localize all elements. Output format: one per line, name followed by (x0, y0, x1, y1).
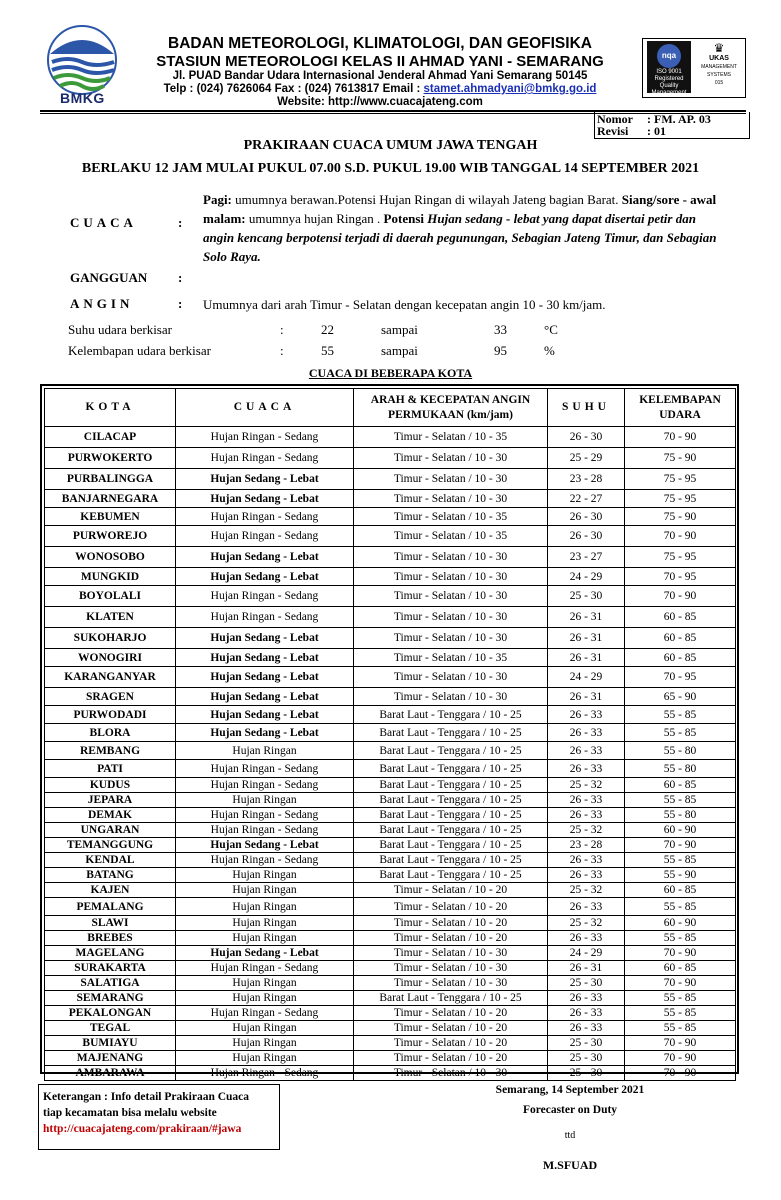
cell-humidity: 70 - 90 (625, 946, 736, 961)
cell-city: MUNGKID (45, 568, 176, 586)
nqa-iso-badge (647, 41, 691, 96)
cell-weather: Hujan Sedang - Lebat (176, 490, 354, 508)
ukas-sub-label: MANAGEMENT SYSTEMS (701, 64, 737, 78)
note-box (38, 1084, 280, 1150)
cell-wind: Timur - Selatan / 10 - 35 (354, 508, 548, 526)
cell-temp: 25 - 32 (548, 823, 625, 838)
temp-min: 22 (321, 322, 334, 337)
station-name: STASIUN METEOROLOGI KELAS II AHMAD YANI - SEMARANG (156, 53, 604, 70)
cell-city: PURWOREJO (45, 526, 176, 547)
cell-wind: Timur - Selatan / 10 - 20 (354, 916, 548, 931)
cell-wind: Timur - Selatan / 10 - 30 (354, 547, 548, 568)
cell-temp: 26 - 31 (548, 688, 625, 706)
cell-weather: Hujan Ringan (176, 1036, 354, 1051)
pagi-text: umumnya berawan.Potensi Hujan Ringan di wilayah Jateng bagian Barat. (231, 192, 622, 207)
cell-city: MAJENANG (45, 1051, 176, 1066)
nomor-value: : FM. AP. 03 (647, 112, 711, 126)
table-row (45, 547, 736, 568)
cell-temp: 26 - 33 (548, 898, 625, 916)
table-row (45, 448, 736, 469)
cell-weather: Hujan Ringan (176, 1051, 354, 1066)
table-row (45, 1021, 736, 1036)
cell-humidity: 70 - 90 (625, 838, 736, 853)
table-row (45, 946, 736, 961)
registered-label: Registered (654, 76, 684, 82)
cell-humidity: 55 - 85 (625, 853, 736, 868)
hum-max: 95 (494, 343, 507, 358)
cell-weather: Hujan Sedang - Lebat (176, 547, 354, 568)
cell-temp: 26 - 33 (548, 1021, 625, 1036)
cell-temp: 26 - 30 (548, 427, 625, 448)
cell-wind: Timur - Selatan / 10 - 30 (354, 976, 548, 991)
cell-temp: 24 - 29 (548, 667, 625, 688)
cell-wind: Barat Laut - Tenggara / 10 - 25 (354, 724, 548, 742)
cell-city: WONOGIRI (45, 649, 176, 667)
cell-temp: 26 - 33 (548, 991, 625, 1006)
cell-wind: Timur - Selatan / 10 - 20 (354, 1021, 548, 1036)
cell-weather: Hujan Sedang - Lebat (176, 838, 354, 853)
cell-temp: 26 - 30 (548, 526, 625, 547)
cell-weather: Hujan Ringan - Sedang (176, 853, 354, 868)
cell-wind: Timur - Selatan / 10 - 20 (354, 1036, 548, 1051)
cell-city: KEBUMEN (45, 508, 176, 526)
cell-humidity: 55 - 85 (625, 793, 736, 808)
cell-weather: Hujan Ringan - Sedang (176, 526, 354, 547)
cell-temp: 22 - 27 (548, 490, 625, 508)
cell-weather: Hujan Ringan - Sedang (176, 1006, 354, 1021)
cell-humidity: 60 - 90 (625, 823, 736, 838)
cell-humidity: 60 - 85 (625, 649, 736, 667)
table-row (45, 607, 736, 628)
cell-wind: Barat Laut - Tenggara / 10 - 25 (354, 742, 548, 760)
cell-wind: Timur - Selatan / 10 - 20 (354, 1006, 548, 1021)
col-header-kota: KOTA (45, 389, 176, 427)
cell-wind: Barat Laut - Tenggara / 10 - 25 (354, 838, 548, 853)
sign-role: Forecaster on Duty (522, 1104, 618, 1116)
cell-temp: 26 - 33 (548, 742, 625, 760)
cell-temp: 26 - 33 (548, 793, 625, 808)
city-forecast-table (44, 388, 736, 1081)
cell-temp: 23 - 27 (548, 547, 625, 568)
cell-wind: Timur - Selatan / 10 - 30 (354, 1066, 548, 1081)
cell-humidity: 55 - 90 (625, 868, 736, 883)
cell-weather: Hujan Sedang - Lebat (176, 667, 354, 688)
cell-humidity: 60 - 85 (625, 628, 736, 649)
cell-wind: Timur - Selatan / 10 - 30 (354, 490, 548, 508)
cell-weather: Hujan Sedang - Lebat (176, 649, 354, 667)
cell-weather: Hujan Sedang - Lebat (176, 628, 354, 649)
table-row (45, 868, 736, 883)
quality-management-label: Quality Management (651, 83, 687, 96)
cell-humidity: 60 - 85 (625, 883, 736, 898)
sign-place-date: Semarang, 14 September 2021 (495, 1084, 645, 1096)
hum-colon: : (280, 343, 284, 358)
col-header-suhu: SUHU (548, 389, 625, 427)
cell-weather: Hujan Ringan (176, 883, 354, 898)
cell-weather: Hujan Ringan (176, 742, 354, 760)
contact-phone-fax: Telp : (024) 7626064 Fax : (024) 7613817 Email : (163, 83, 424, 95)
cell-temp: 26 - 33 (548, 868, 625, 883)
cell-humidity: 55 - 85 (625, 1006, 736, 1021)
cell-weather: Hujan Ringan - Sedang (176, 808, 354, 823)
cell-temp: 26 - 33 (548, 808, 625, 823)
table-row (45, 898, 736, 916)
cell-weather: Hujan Sedang - Lebat (176, 706, 354, 724)
table-row (45, 991, 736, 1006)
table-row (45, 628, 736, 649)
revisi-label: Revisi (597, 124, 629, 138)
ukas-number: 015 (714, 80, 724, 86)
table-row (45, 838, 736, 853)
cell-city: BOYOLALI (45, 586, 176, 607)
cell-humidity: 60 - 85 (625, 778, 736, 793)
table-row (45, 649, 736, 667)
col-header-cuaca: CUACA (176, 389, 354, 427)
cell-humidity: 55 - 80 (625, 808, 736, 823)
cell-wind: Barat Laut - Tenggara / 10 - 25 (354, 760, 548, 778)
cell-temp: 26 - 33 (548, 931, 625, 946)
cell-wind: Barat Laut - Tenggara / 10 - 25 (354, 853, 548, 868)
cell-humidity: 70 - 90 (625, 1066, 736, 1081)
cell-wind: Barat Laut - Tenggara / 10 - 25 (354, 793, 548, 808)
cell-weather: Hujan Sedang - Lebat (176, 469, 354, 490)
table-row (45, 469, 736, 490)
cell-humidity: 70 - 90 (625, 586, 736, 607)
cell-wind: Barat Laut - Tenggara / 10 - 25 (354, 991, 548, 1006)
cell-wind: Timur - Selatan / 10 - 30 (354, 688, 548, 706)
table-row (45, 916, 736, 931)
table-row (45, 667, 736, 688)
potensi-label: Potensi (383, 211, 424, 226)
crown-icon: ♛ (713, 41, 725, 55)
siang-label: Siang/sore - awal malam: (203, 192, 717, 226)
cell-city: CILACAP (45, 427, 176, 448)
cell-city: WONOSOBO (45, 547, 176, 568)
table-row (45, 724, 736, 742)
cell-humidity: 55 - 85 (625, 931, 736, 946)
gangguan-colon: : (178, 270, 183, 285)
cell-city: AMBARAWA (45, 1066, 176, 1081)
cell-city: PURWODADI (45, 706, 176, 724)
cell-temp: 23 - 28 (548, 469, 625, 490)
cell-weather: Hujan Ringan (176, 976, 354, 991)
cuaca-description (203, 190, 718, 266)
cell-temp: 26 - 33 (548, 760, 625, 778)
cell-humidity: 70 - 90 (625, 1036, 736, 1051)
cell-humidity: 75 - 95 (625, 547, 736, 568)
table-heading: CUACA DI BEBERAPA KOTA (308, 366, 473, 380)
cell-wind: Timur - Selatan / 10 - 35 (354, 427, 548, 448)
cell-humidity: 55 - 85 (625, 991, 736, 1006)
cell-temp: 26 - 31 (548, 961, 625, 976)
cell-weather: Hujan Ringan (176, 916, 354, 931)
cell-city: PATI (45, 760, 176, 778)
cell-weather: Hujan Ringan (176, 868, 354, 883)
cell-city: SURAKARTA (45, 961, 176, 976)
cell-wind: Barat Laut - Tenggara / 10 - 25 (354, 778, 548, 793)
cell-temp: 25 - 30 (548, 586, 625, 607)
cell-wind: Timur - Selatan / 10 - 30 (354, 469, 548, 490)
table-row (45, 1066, 736, 1081)
cell-wind: Timur - Selatan / 10 - 20 (354, 931, 548, 946)
cell-humidity: 70 - 95 (625, 568, 736, 586)
cell-weather: Hujan Ringan - Sedang (176, 586, 354, 607)
cell-weather: Hujan Ringan (176, 793, 354, 808)
cell-city: SEMARANG (45, 991, 176, 1006)
cell-humidity: 65 - 90 (625, 688, 736, 706)
cell-city: MAGELANG (45, 946, 176, 961)
cell-humidity: 55 - 85 (625, 898, 736, 916)
cell-wind: Timur - Selatan / 10 - 30 (354, 628, 548, 649)
cell-humidity: 55 - 85 (625, 724, 736, 742)
cell-temp: 25 - 30 (548, 1066, 625, 1081)
hum-unit: % (544, 343, 555, 358)
cell-humidity: 70 - 90 (625, 526, 736, 547)
cell-weather: Hujan Sedang - Lebat (176, 946, 354, 961)
cell-city: PEMALANG (45, 898, 176, 916)
cell-city: KUDUS (45, 778, 176, 793)
website-line[interactable]: Website: http://www.cuacajateng.com (277, 96, 483, 108)
cuaca-colon: : (178, 215, 183, 230)
table-header-row (45, 389, 736, 427)
cell-humidity: 60 - 90 (625, 916, 736, 931)
cell-weather: Hujan Ringan - Sedang (176, 427, 354, 448)
table-row (45, 808, 736, 823)
cell-city: BUMIAYU (45, 1036, 176, 1051)
nomor-label: Nomor (597, 112, 633, 126)
table-row (45, 508, 736, 526)
temp-max: 33 (494, 322, 507, 337)
cell-humidity: 70 - 90 (625, 427, 736, 448)
note-url-link[interactable]: http://cuacajateng.com/prakiraan/#jawa (43, 1123, 242, 1135)
cell-temp: 25 - 30 (548, 976, 625, 991)
table-row (45, 742, 736, 760)
temp-colon: : (280, 322, 284, 337)
table-row (45, 526, 736, 547)
table-row (45, 568, 736, 586)
cell-temp: 26 - 31 (548, 607, 625, 628)
cell-humidity: 75 - 95 (625, 490, 736, 508)
cell-city: SALATIGA (45, 976, 176, 991)
table-row (45, 490, 736, 508)
cell-wind: Timur - Selatan / 10 - 30 (354, 961, 548, 976)
nqa-logo: nqa (657, 44, 681, 68)
cell-weather: Hujan Ringan - Sedang (176, 448, 354, 469)
cell-city: SRAGEN (45, 688, 176, 706)
temp-unit: °C (544, 322, 558, 337)
col-header-kelembapan: KELEMBAPAN UDARA (625, 389, 736, 427)
cell-weather: Hujan Ringan - Sedang (176, 508, 354, 526)
cell-temp: 26 - 31 (548, 649, 625, 667)
pagi-label: Pagi: (203, 192, 232, 207)
cell-wind: Timur - Selatan / 10 - 30 (354, 607, 548, 628)
cell-temp: 24 - 29 (548, 946, 625, 961)
note-line-2: tiap kecamatan bisa melalu website (43, 1107, 217, 1119)
angin-label: ANGIN (70, 296, 134, 311)
cell-humidity: 60 - 85 (625, 607, 736, 628)
cell-temp: 26 - 33 (548, 706, 625, 724)
table-row (45, 586, 736, 607)
cell-temp: 23 - 28 (548, 838, 625, 853)
cell-city: KLATEN (45, 607, 176, 628)
table-row (45, 853, 736, 868)
document-title: PRAKIRAAN CUACA UMUM JAWA TENGAH (243, 138, 538, 153)
angin-description: Umumnya dari arah Timur - Selatan dengan kecepatan angin 10 - 30 km/jam. (203, 297, 606, 312)
cell-humidity: 70 - 95 (625, 667, 736, 688)
cell-humidity: 70 - 90 (625, 976, 736, 991)
cell-city: PEKALONGAN (45, 1006, 176, 1021)
cell-temp: 25 - 32 (548, 883, 625, 898)
address: Jl. PUAD Bandar Udara Internasional Jenderal Ahmad Yani Semarang 50145 (172, 70, 588, 82)
cell-weather: Hujan Ringan (176, 991, 354, 1006)
document-subtitle: BERLAKU 12 JAM MULAI PUKUL 07.00 S.D. PUKUL 19.00 WIB TANGGAL 14 SEPTEMBER 2021 (81, 161, 700, 176)
cell-city: TEMANGGUNG (45, 838, 176, 853)
cell-weather: Hujan Ringan (176, 931, 354, 946)
cell-city: BREBES (45, 931, 176, 946)
revisi-value: : 01 (647, 124, 666, 138)
table-row (45, 931, 736, 946)
cell-city: DEMAK (45, 808, 176, 823)
cell-city: JEPARA (45, 793, 176, 808)
agency-name: BADAN METEOROLOGI, KLIMATOLOGI, DAN GEOFISIKA (168, 35, 592, 52)
cell-wind: Barat Laut - Tenggara / 10 - 25 (354, 868, 548, 883)
cell-temp: 25 - 30 (548, 1051, 625, 1066)
table-row (45, 778, 736, 793)
cell-weather: Hujan Ringan (176, 1021, 354, 1036)
table-row (45, 823, 736, 838)
table-row (45, 976, 736, 991)
siang-text: umumnya hujan Ringan . (245, 211, 384, 226)
cell-temp: 25 - 29 (548, 448, 625, 469)
cell-weather: Hujan Ringan - Sedang (176, 778, 354, 793)
cell-wind: Barat Laut - Tenggara / 10 - 25 (354, 823, 548, 838)
col-header-angin: ARAH & KECEPATAN ANGIN PERMUKAAN (km/jam) (354, 389, 548, 427)
cell-city: KARANGANYAR (45, 667, 176, 688)
iso-label: ISO 9001 (656, 69, 682, 75)
cell-wind: Timur - Selatan / 10 - 20 (354, 898, 548, 916)
cell-wind: Timur - Selatan / 10 - 35 (354, 649, 548, 667)
cell-city: TEGAL (45, 1021, 176, 1036)
hum-sep: sampai (381, 343, 418, 358)
cell-weather: Hujan Ringan - Sedang (176, 961, 354, 976)
sign-name: M.SFUAD (542, 1158, 598, 1172)
bmkg-logo-text: BMKG (60, 90, 105, 106)
cell-wind: Timur - Selatan / 10 - 30 (354, 568, 548, 586)
cell-wind: Timur - Selatan / 10 - 30 (354, 448, 548, 469)
ukas-badge (697, 41, 741, 93)
email-link[interactable]: stamet.ahmadyani@bmkg.go.id (423, 83, 597, 95)
cell-wind: Timur - Selatan / 10 - 30 (354, 586, 548, 607)
hum-min: 55 (321, 343, 334, 358)
cell-weather: Hujan Ringan - Sedang (176, 760, 354, 778)
cell-weather: Hujan Ringan - Sedang (176, 607, 354, 628)
table-row (45, 688, 736, 706)
temp-sep: sampai (381, 322, 418, 337)
cell-city: PURBALINGGA (45, 469, 176, 490)
cell-temp: 26 - 33 (548, 853, 625, 868)
table-row (45, 1006, 736, 1021)
cell-weather: Hujan Ringan (176, 898, 354, 916)
hum-label: Kelembapan udara berkisar (68, 343, 211, 358)
table-row (45, 1036, 736, 1051)
table-row (45, 961, 736, 976)
cell-temp: 26 - 33 (548, 1006, 625, 1021)
cell-temp: 25 - 30 (548, 1036, 625, 1051)
table-row (45, 760, 736, 778)
cell-temp: 26 - 31 (548, 628, 625, 649)
certification-logos (642, 38, 746, 98)
cell-wind: Timur - Selatan / 10 - 30 (354, 667, 548, 688)
document-meta (594, 112, 750, 139)
cell-humidity: 70 - 90 (625, 1051, 736, 1066)
cell-wind: Timur - Selatan / 10 - 35 (354, 526, 548, 547)
cell-temp: 26 - 33 (548, 724, 625, 742)
cell-humidity: 60 - 85 (625, 961, 736, 976)
cell-city: REMBANG (45, 742, 176, 760)
table-row (45, 793, 736, 808)
ukas-label: UKAS (709, 55, 729, 62)
cell-weather: Hujan Sedang - Lebat (176, 568, 354, 586)
table-row (45, 1051, 736, 1066)
cell-humidity: 55 - 80 (625, 742, 736, 760)
gangguan-label: GANGGUAN (70, 270, 148, 285)
cell-weather: Hujan Ringan - Sedang (176, 1066, 354, 1081)
temp-label: Suhu udara berkisar (68, 322, 172, 337)
cell-city: SUKOHARJO (45, 628, 176, 649)
cell-city: KENDAL (45, 853, 176, 868)
cell-city: BATANG (45, 868, 176, 883)
cell-weather: Hujan Sedang - Lebat (176, 688, 354, 706)
cell-humidity: 55 - 85 (625, 706, 736, 724)
angin-colon: : (178, 296, 183, 311)
cell-city: BANJARNEGARA (45, 490, 176, 508)
contact-line (130, 83, 630, 95)
cell-wind: Timur - Selatan / 10 - 30 (354, 946, 548, 961)
cell-temp: 24 - 29 (548, 568, 625, 586)
cell-temp: 26 - 30 (548, 508, 625, 526)
cell-wind: Timur - Selatan / 10 - 20 (354, 1051, 548, 1066)
table-row (45, 427, 736, 448)
cell-weather: Hujan Sedang - Lebat (176, 724, 354, 742)
cell-humidity: 75 - 90 (625, 448, 736, 469)
cell-weather: Hujan Ringan - Sedang (176, 823, 354, 838)
cell-humidity: 75 - 95 (625, 469, 736, 490)
sign-ttd: ttd (564, 1130, 576, 1141)
table-row (45, 883, 736, 898)
cell-wind: Barat Laut - Tenggara / 10 - 25 (354, 808, 548, 823)
cell-wind: Timur - Selatan / 10 - 20 (354, 883, 548, 898)
cell-city: PURWOKERTO (45, 448, 176, 469)
cuaca-label: CUACA (70, 215, 137, 230)
cell-temp: 25 - 32 (548, 778, 625, 793)
cell-temp: 25 - 32 (548, 916, 625, 931)
cell-city: UNGARAN (45, 823, 176, 838)
table-row (45, 706, 736, 724)
potensi-text: Hujan sedang - lebat yang dapat disertai petir dan angin kencang berpotensi terjadi di daerah pegunungan, Sebagian Jateng Timur, dan Sebagian Solo Raya. (203, 211, 717, 264)
cell-humidity: 55 - 85 (625, 1021, 736, 1036)
cell-humidity: 55 - 80 (625, 760, 736, 778)
cell-humidity: 75 - 90 (625, 508, 736, 526)
city-forecast-table-frame (40, 384, 739, 1079)
cell-city: BLORA (45, 724, 176, 742)
cell-city: KAJEN (45, 883, 176, 898)
cell-wind: Barat Laut - Tenggara / 10 - 25 (354, 706, 548, 724)
note-line-1: Keterangan : Info detail Prakiraan Cuaca (43, 1091, 250, 1103)
cell-city: SLAWI (45, 916, 176, 931)
